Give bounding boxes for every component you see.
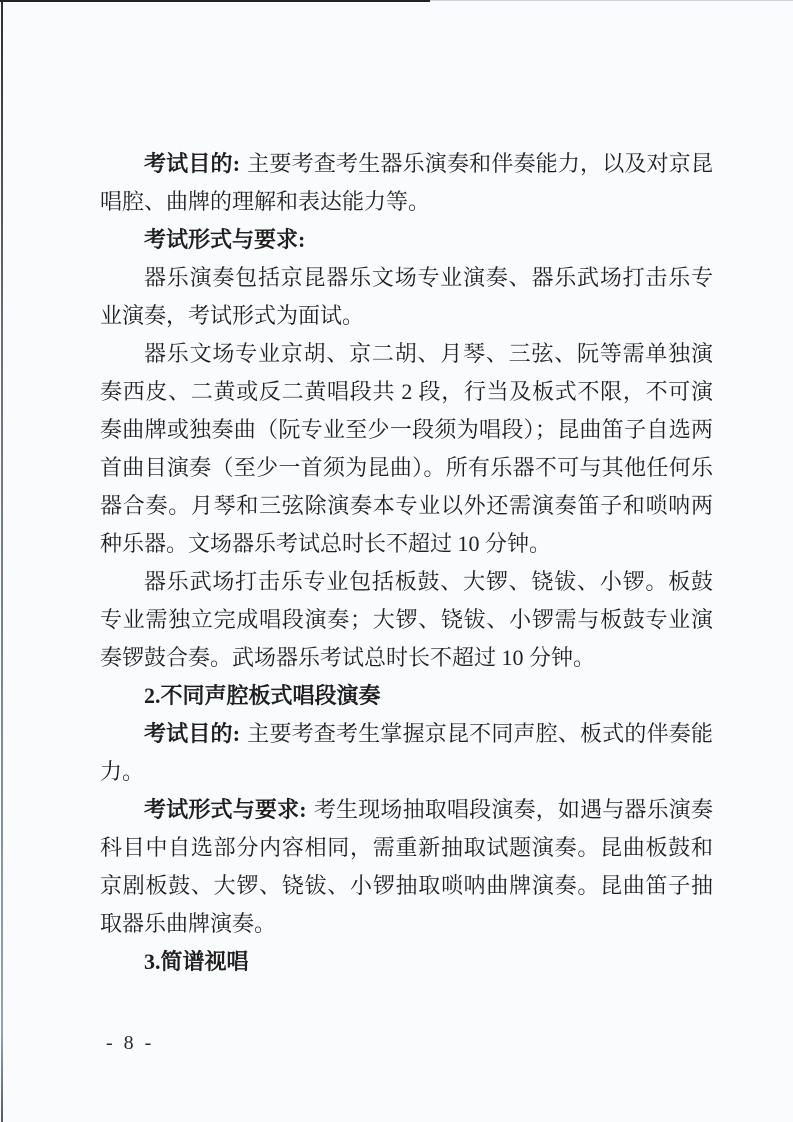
scan-edge-top-dark <box>0 0 430 2</box>
exam-format-text-2: 考生现场抽取唱段演奏，如遇与器乐演奏科目中自选部分内容相同，需重新抽取试题演奏。昆曲板鼓和京剧板鼓、大锣、铙钹、小锣抽取唢呐曲牌演奏。昆曲笛子抽取器乐曲牌演奏。 <box>100 797 713 936</box>
scan-edge-left <box>1 0 3 1122</box>
paragraph-wenchang-requirements: 器乐文场专业京胡、京二胡、月琴、三弦、阮等需单独演奏西皮、二黄或反二黄唱段共 2 段，行当及板式不限，不可演奏曲牌或独奏曲（阮专业至少一段须为唱段）；昆曲笛子自选两首曲目演奏（至少一首须为昆曲）。所有乐器不可与其他任何乐器合奏。月琴和三弦除演奏本专业以外还需演奏笛子和唢呐两种乐器。文场器乐考试总时长不超过 10 分钟。 <box>100 341 713 556</box>
document-body <box>100 145 713 981</box>
exam-format-label-2: 考试形式与要求: <box>144 797 307 822</box>
paragraph-instrument-overview: 器乐演奏包括京昆器乐文场专业演奏、器乐武场打击乐专业演奏，考试形式为面试。 <box>100 265 713 328</box>
exam-purpose-text-2: 主要考查考生掌握京昆不同声腔、板式的伴奏能力。 <box>100 721 713 784</box>
exam-purpose-label-2: 考试目的: <box>144 721 241 746</box>
section-heading-item-2: 2.不同声腔板式唱段演奏 <box>144 683 381 708</box>
section-heading-exam-format-1: 考试形式与要求: <box>144 227 306 252</box>
paragraph-exam-purpose-1 <box>100 145 713 221</box>
paragraph-exam-format-2 <box>100 791 713 943</box>
exam-purpose-text: 主要考查考生器乐演奏和伴奏能力，以及对京昆唱腔、曲牌的理解和表达能力等。 <box>100 151 713 214</box>
scan-edge-top-light <box>430 0 793 1</box>
paragraph-wuchang-requirements: 器乐武场打击乐专业包括板鼓、大锣、铙钹、小锣。板鼓专业需独立完成唱段演奏；大锣、铙钹、小锣需与板鼓专业演奏锣鼓合奏。武场器乐考试总时长不超过 10 分钟。 <box>100 569 713 670</box>
section-heading-item-3: 3.简谱视唱 <box>144 949 249 974</box>
exam-purpose-label: 考试目的: <box>144 151 241 176</box>
page-number: - 8 - <box>106 1032 155 1054</box>
paragraph-exam-purpose-2 <box>100 715 713 791</box>
